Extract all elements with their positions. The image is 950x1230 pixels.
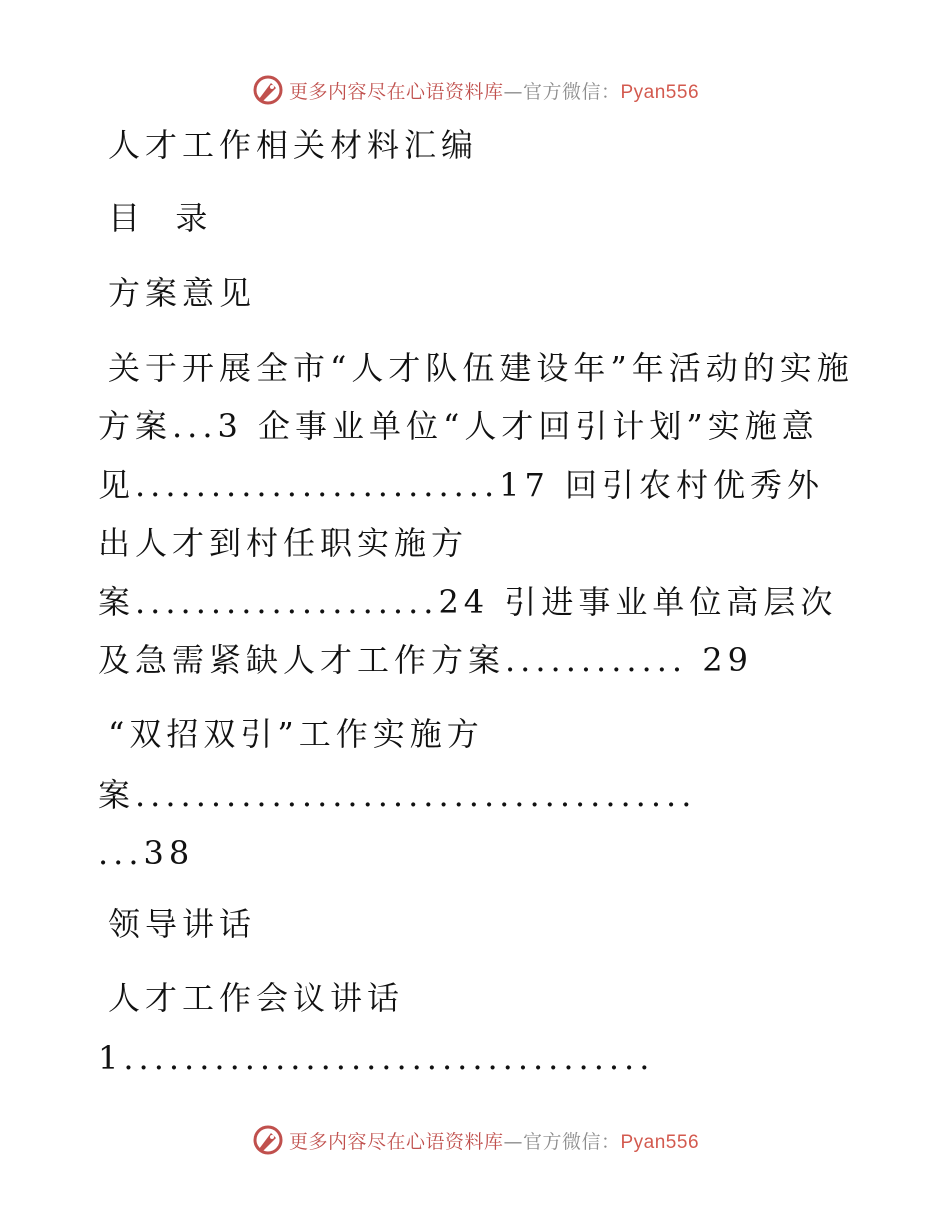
watermark-footer bbox=[0, 1120, 950, 1160]
toc-line: 见........................17 回引农村优秀外 bbox=[98, 466, 825, 504]
watermark-header bbox=[0, 70, 950, 110]
section-heading-speeches: 领导讲话 bbox=[108, 905, 257, 943]
section-heading-plans: 方案意见 bbox=[108, 274, 257, 312]
watermark-prefix: 更多内容尽在心语资料库 bbox=[288, 1130, 504, 1153]
watermark-mid: 官方微信： bbox=[522, 1130, 621, 1153]
toc-line: 方案...3 企事业单位“人才回引计划”实施意 bbox=[98, 407, 819, 445]
toc-line: 案..................................... bbox=[98, 776, 697, 814]
watermark-prefix: 更多内容尽在心语资料库 bbox=[288, 80, 504, 103]
watermark-brand: Pyan556 bbox=[620, 81, 700, 103]
toc-line: “双招双引”工作实施方 bbox=[108, 715, 484, 753]
speech-title: 人才工作会议讲话 bbox=[108, 979, 405, 1017]
watermark-dash: — bbox=[503, 1130, 523, 1153]
toc-heading: 目 录 bbox=[108, 199, 213, 237]
watermark-mid: 官方微信： bbox=[522, 80, 621, 103]
toc-line: 关于开展全市“人才队伍建设年”年活动的实施 bbox=[108, 349, 854, 387]
toc-line: 1................................... bbox=[98, 1039, 655, 1077]
pen-nib-logo-icon bbox=[251, 1123, 285, 1157]
watermark-brand: Pyan556 bbox=[620, 1131, 700, 1153]
toc-line: 及急需紧缺人才工作方案............ 29 bbox=[98, 641, 753, 679]
watermark-text bbox=[289, 1127, 699, 1154]
toc-line: ...38 bbox=[98, 834, 195, 872]
document-title: 人才工作相关材料汇编 bbox=[108, 126, 479, 164]
pen-nib-logo-icon bbox=[251, 73, 285, 107]
toc-line: 案....................24 引进事业单位高层次 bbox=[98, 583, 838, 621]
watermark-dash: — bbox=[503, 80, 523, 103]
watermark-text bbox=[289, 77, 699, 104]
toc-line: 出人才到村任职实施方 bbox=[98, 524, 469, 562]
